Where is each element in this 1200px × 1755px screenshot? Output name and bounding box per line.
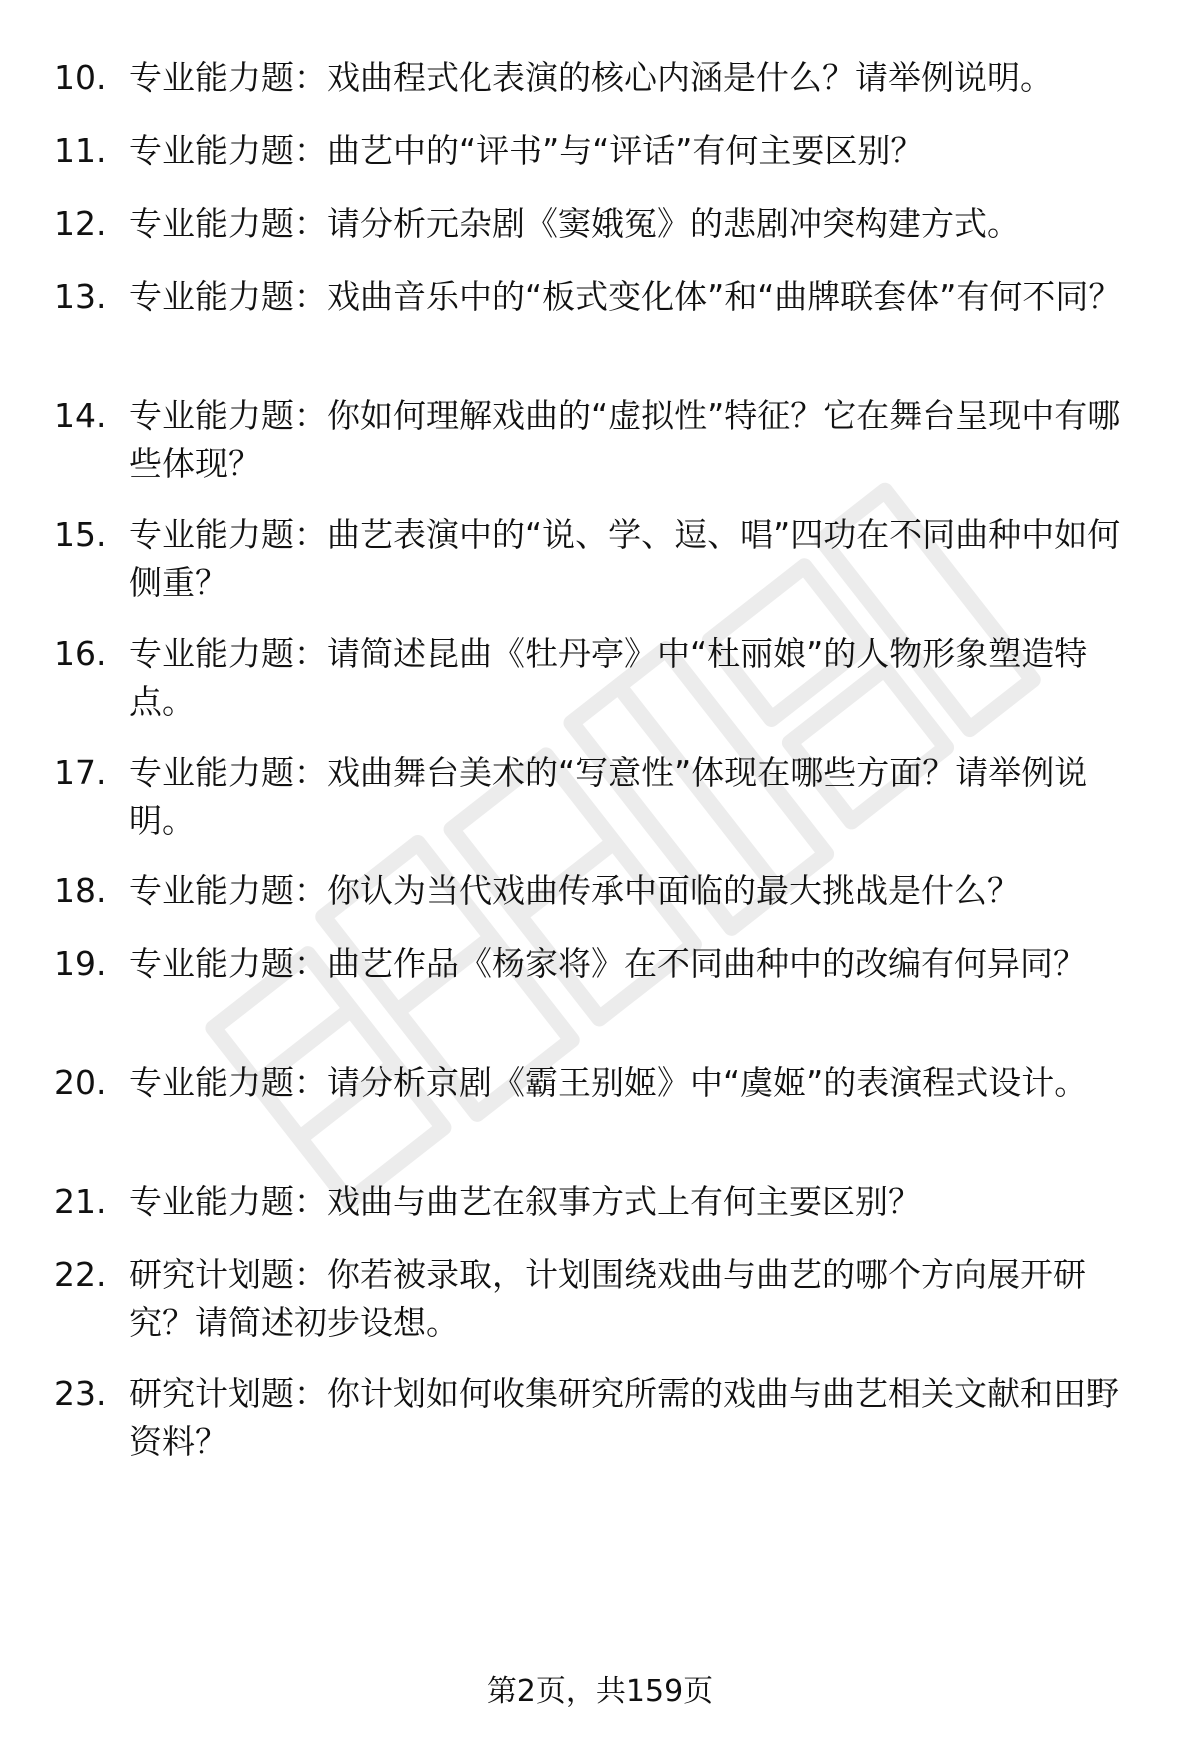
item-number: 19.	[54, 944, 107, 983]
item-text: 专业能力题：曲艺作品《杨家将》在不同曲种中的改编有何异同？	[129, 944, 1086, 983]
item-number: 22.	[54, 1255, 107, 1294]
item-number: 11.	[54, 131, 107, 170]
item-number: 21.	[54, 1182, 107, 1221]
item-text: 专业能力题：戏曲程式化表演的核心内涵是什么？请举例说明。	[129, 58, 1053, 97]
item-number: 23.	[54, 1374, 107, 1413]
item-text: 专业能力题：请分析京剧《霸王别姬》中“虞姬”的表演程式设计。	[129, 1063, 1088, 1102]
item-text: 专业能力题：戏曲舞台美术的“写意性”体现在哪些方面？请举例说明。	[129, 753, 1088, 840]
item-number: 13.	[54, 277, 107, 316]
item-text: 专业能力题：你如何理解戏曲的“虚拟性”特征？它在舞台呈现中有哪些体现？	[129, 396, 1121, 483]
item-text: 专业能力题：戏曲音乐中的“板式变化体”和“曲牌联套体”有何不同？	[129, 277, 1122, 316]
item-text: 研究计划题：你若被录取，计划围绕戏曲与曲艺的哪个方向展开研究？请简述初步设想。	[129, 1255, 1086, 1342]
item-text: 专业能力题：曲艺表演中的“说、学、逗、唱”四功在不同曲种中如何侧重？	[129, 515, 1121, 602]
item-text: 专业能力题：你认为当代戏曲传承中面临的最大挑战是什么？	[129, 871, 1020, 910]
item-number: 15.	[54, 515, 107, 554]
item-text: 专业能力题：曲艺中的“评书”与“评话”有何主要区别？	[129, 131, 924, 170]
item-text: 专业能力题：请分析元杂剧《窦娥冤》的悲剧冲突构建方式。	[129, 204, 1020, 243]
item-number: 10.	[54, 58, 107, 97]
item-number: 17.	[54, 753, 107, 792]
item-number: 16.	[54, 634, 107, 673]
page-footer: 第2页，共159页	[486, 1674, 714, 1709]
item-number: 18.	[54, 871, 107, 910]
item-text: 研究计划题：你计划如何收集研究所需的戏曲与曲艺相关文献和田野资料？	[129, 1374, 1119, 1461]
item-number: 20.	[54, 1063, 107, 1102]
item-text: 专业能力题：戏曲与曲艺在叙事方式上有何主要区别？	[129, 1182, 921, 1221]
item-number: 14.	[54, 396, 107, 435]
item-text: 专业能力题：请简述昆曲《牡丹亭》中“杜丽娘”的人物形象塑造特点。	[129, 634, 1088, 721]
item-number: 12.	[54, 204, 107, 243]
